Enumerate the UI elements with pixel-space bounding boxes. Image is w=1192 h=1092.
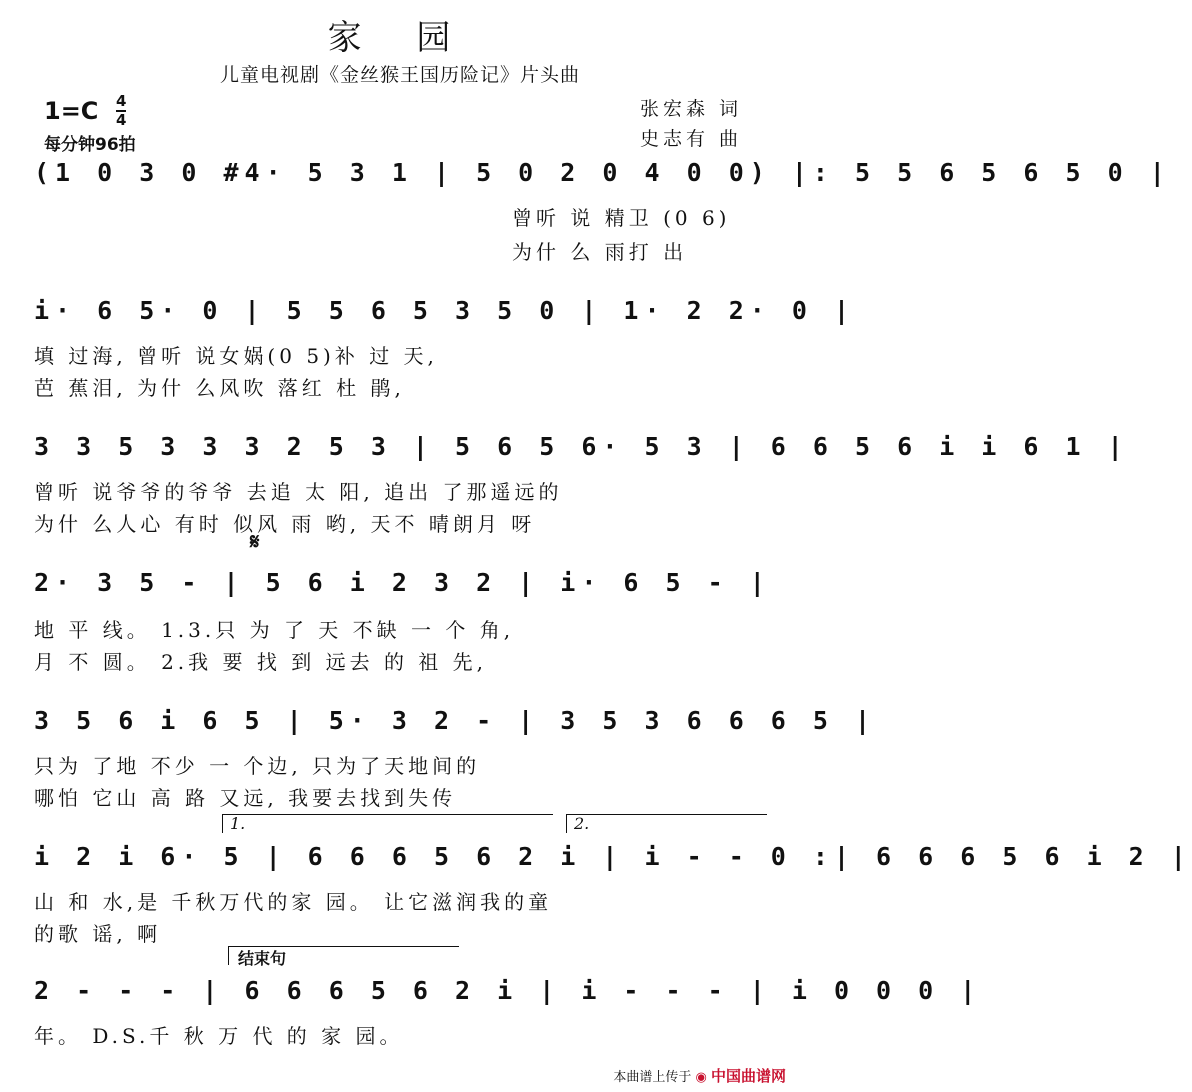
second-ending-label: 2. xyxy=(574,814,590,833)
lyrics-row-7-verse-1: 年。 D.S.千 秋 万 代 的 家 园。 xyxy=(34,1024,404,1048)
song-title: 家 园 xyxy=(327,18,473,58)
lyricist-credit: 张宏森 词 xyxy=(640,98,743,120)
site-logo-icon: ◉ xyxy=(695,1070,707,1085)
footer-credit xyxy=(613,1065,786,1086)
lyrics-row-2-verse-1: 填 过海, 曾听 说女娲(0 5)补 过 天, xyxy=(34,344,438,368)
tempo-marking: 每分钟96拍 xyxy=(44,135,136,155)
lyrics-row-2-verse-2: 芭 蕉泪, 为什 么风吹 落红 杜 鹃, xyxy=(34,376,405,400)
time-signature: 4 4 xyxy=(116,92,127,129)
lyrics-row-4-verse-1: 地 平 线。 1.3.只 为 了 天 不缺 一 个 角, xyxy=(34,618,515,642)
score-row-2: i· 6 5· 0 | 5 5 6 5 3 5 0 | 1· 2 2· 0 | xyxy=(34,296,855,325)
score-row-5: 3 5 6 i 6 5 | 5· 3 2 - | 3 5 3 6 6 6 5 | xyxy=(34,706,877,735)
footer-brand: 中国曲谱网 xyxy=(710,1067,786,1085)
song-subtitle: 儿童电视剧《金丝猴王国历险记》片头曲 xyxy=(219,64,580,86)
key-signature: 1=C xyxy=(44,97,99,125)
first-ending-label: 1. xyxy=(230,814,246,833)
second-ending-bracket xyxy=(566,814,767,833)
score-row-1: (1 0 3 0 #4· 5 3 1 | 5 0 2 0 4 0 0) |: 5 5 6 5 6 5 0 | xyxy=(34,158,1171,187)
lyrics-row-6-verse-2: 的歌 谣, 啊 xyxy=(34,922,162,946)
score-row-4: 2· 3 5 - | 5 6 i 2 3 2 | i· 6 5 - | xyxy=(34,568,771,597)
composer-credit: 史志有 曲 xyxy=(640,128,743,150)
lyrics-row-5-verse-2: 哪怕 它山 高 路 又远, 我要去找到失传 xyxy=(34,786,457,810)
score-row-3: 3 3 5 3 3 3 2 5 3 | 5 6 5 6· 5 3 | 6 6 5 6 i i 6 1 | xyxy=(34,432,1129,461)
lyrics-row-4-verse-2: 月 不 圆。 2.我 要 找 到 远去 的 祖 先, xyxy=(34,650,488,674)
lyrics-row-3-verse-2: 为什 么人心 有时 似风 雨 哟, 天不 晴朗月 呀 xyxy=(34,512,536,536)
lyrics-row-6-verse-1: 山 和 水,是 千秋万代的家 园。 让它滋润我的童 xyxy=(34,890,553,914)
lyrics-row-3-verse-1: 曾听 说爷爷的爷爷 去追 太 阳, 追出 了那遥远的 xyxy=(34,480,563,504)
segno-sign: 𝄋 xyxy=(250,530,260,555)
footer-text: 本曲谱上传于 xyxy=(613,1070,692,1085)
lyrics-row-1-verse-1: 曾听 说 精卫 (0 6) xyxy=(512,206,731,230)
coda-label: 结束句 xyxy=(238,949,287,968)
score-row-6: i 2 i 6· 5 | 6 6 6 5 6 2 i | i - - 0 :| 6 6 6 5 6 i 2 | xyxy=(34,842,1192,871)
lyrics-row-1-verse-2: 为什 么 雨打 出 xyxy=(512,240,688,264)
score-row-7: 2 - - - | 6 6 6 5 6 2 i | i - - - | i 0 0 0 | xyxy=(34,976,982,1005)
lyrics-row-5-verse-1: 只为 了地 不少 一 个边, 只为了天地间的 xyxy=(34,754,481,778)
first-ending-bracket xyxy=(222,814,553,833)
